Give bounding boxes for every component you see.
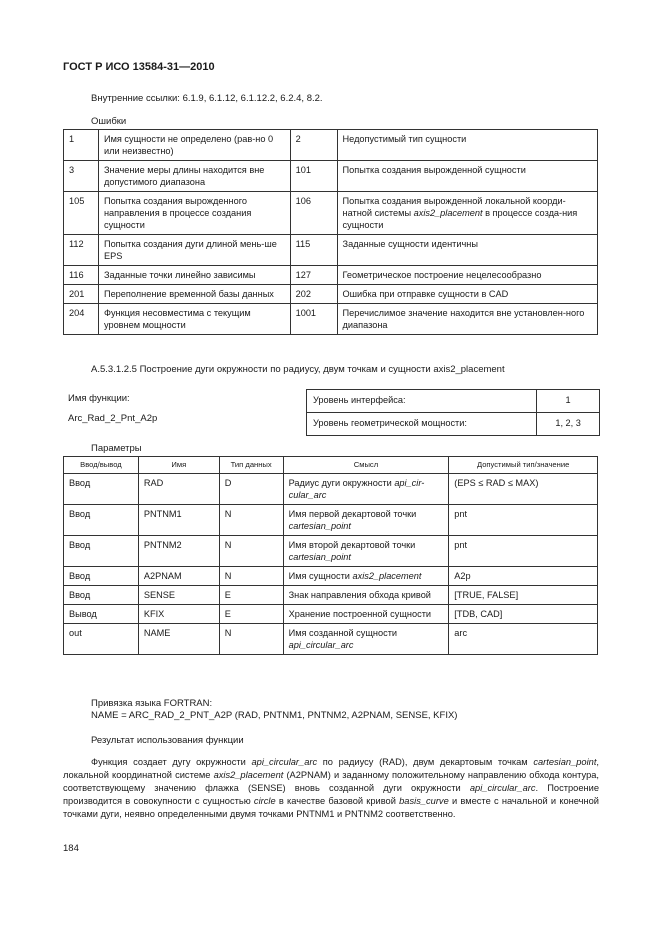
error-code: 115 [290,235,337,266]
italic-term: api_circular_arc [288,639,354,650]
param-row [64,623,598,654]
param-name: NAME [138,623,219,654]
italic-term: cartesian_point [288,551,351,562]
parameters-table [63,456,598,655]
error-text: Перечислимое значение находится вне установлен-ного диапазона [337,304,597,335]
param-io: Ввод [64,585,139,604]
param-row [64,473,598,504]
params-column-header: Имя [138,457,219,474]
italic-term: api_circular_arc [469,783,536,793]
fortran-label: Привязка языка FORTRAN: [91,698,213,709]
param-type: N [219,566,283,585]
error-text: Имя сущности не определено (рав-но 0 или неизвестно) [98,130,290,161]
interface-table [306,389,600,436]
param-type: N [219,504,283,535]
param-meaning: Хранение построенной сущности [283,604,449,623]
error-code: 127 [290,266,337,285]
error-row [64,285,598,304]
param-io: Вывод [64,604,139,623]
param-row [64,604,598,623]
error-code: 202 [290,285,337,304]
param-name: A2PNAM [138,566,219,585]
function-name-label: Имя функции: [68,393,130,404]
error-text: Попытка создания вырожденного направления в процессе создания сущности [98,192,290,235]
param-meaning: Знак направления обхода кривой [283,585,449,604]
result-paragraph: Функция создает дугу окружности api_circular_arc по радиусу (RAD), двум декартовым точкам cartesian_point, локальной координатной системе axis2_placement (A2PNAM) и заданному положительному направлению обхода контура, соответствующему значению флажка (SENSE) вновь созданной дуги окружности api_circular_arc. Построение производится в совокупности с сущностью circle в качестве базовой кривой basis_curve и вместе с начальной и конечной точками дуги, неявно определенными двумя точками PNTNM1 и PNTNM2 соответственно. [63,757,600,819]
interface-value: 1, 2, 3 [537,412,600,435]
param-meaning: Имя второй декартовой точки cartesian_point [283,535,449,566]
error-text: Значение меры длины находится вне допустимого диапазона [98,161,290,192]
interface-value: 1 [537,390,600,413]
param-meaning: Имя первой декартовой точки cartesian_point [283,504,449,535]
param-allowed: [TDB, CAD] [449,604,598,623]
error-code: 2 [290,130,337,161]
param-meaning: Радиус дуги окружности api_cir-cular_arc [283,473,449,504]
param-name: RAD [138,473,219,504]
error-row [64,304,598,335]
param-io: Ввод [64,504,139,535]
param-allowed: (EPS ≤ RAD ≤ MAX) [449,473,598,504]
error-code: 106 [290,192,337,235]
error-text: Функция несовместима с текущим уровнем мощности [98,304,290,335]
param-allowed: pnt [449,535,598,566]
function-name: Arc_Rad_2_Pnt_A2p [68,413,158,424]
italic-term: axis2_placement [413,208,483,218]
params-column-header: Тип данных [219,457,283,474]
error-text: Заданные сущности идентичны [337,235,597,266]
params-column-header: Допустимый тип/значение [449,457,598,474]
param-row [64,585,598,604]
errors-caption: Ошибки [91,116,127,127]
param-type: D [219,473,283,504]
param-io: Ввод [64,566,139,585]
italic-term: api_circular_arc [251,757,318,767]
parameters-caption: Параметры [91,443,142,454]
italic-term: cartesian_point [288,520,351,531]
error-code: 101 [290,161,337,192]
error-row [64,161,598,192]
param-allowed: A2p [449,566,598,585]
error-row [64,192,598,235]
error-code: 3 [64,161,99,192]
error-text: Ошибка при отправке сущности в CAD [337,285,597,304]
param-row [64,566,598,585]
italic-term: circle [253,796,276,806]
param-type: N [219,623,283,654]
internal-references: Внутренние ссылки: 6.1.9, 6.1.12, 6.1.12.2, 6.2.4, 8.2. [91,93,323,104]
error-text: Геометрическое построение нецелесообразно [337,266,597,285]
param-allowed: arc [449,623,598,654]
param-row [64,535,598,566]
error-code: 116 [64,266,99,285]
error-text: Переполнение временной базы данных [98,285,290,304]
fortran-code: NAME = ARC_RAD_2_PNT_A2P (RAD, PNTNM1, PNTNM2, A2PNAM, SENSE, KFIX) [91,710,458,721]
error-text: Попытка создания дуги длиной мень-ше EPS [98,235,290,266]
param-name: KFIX [138,604,219,623]
param-io: Ввод [64,473,139,504]
param-name: PNTNM1 [138,504,219,535]
italic-term: api_cir-cular_arc [288,477,425,500]
interface-label: Уровень интерфейса: [307,390,537,413]
param-io: Ввод [64,535,139,566]
param-type: E [219,585,283,604]
page-number: 184 [63,843,79,854]
error-text: Попытка создания вырожденной сущности [337,161,597,192]
error-text: Недопустимый тип сущности [337,130,597,161]
italic-term: axis2_placement [213,770,284,780]
error-text: Заданные точки линейно зависимы [98,266,290,285]
error-code: 1 [64,130,99,161]
errors-table [63,129,598,335]
param-meaning: Имя сущности axis2_placement [283,566,449,585]
params-column-header: Смысл [283,457,449,474]
param-meaning: Имя созданной сущности api_circular_arc [283,623,449,654]
error-code: 105 [64,192,99,235]
params-column-header: Ввод/вывод [64,457,139,474]
interface-row [307,412,600,435]
param-name: SENSE [138,585,219,604]
param-io: out [64,623,139,654]
italic-term: basis_curve [399,796,449,806]
interface-row [307,390,600,413]
error-row [64,266,598,285]
result-label: Результат использования функции [91,735,244,746]
param-allowed: pnt [449,504,598,535]
error-code: 1001 [290,304,337,335]
italic-term: axis2_placement [352,570,422,581]
param-allowed: [TRUE, FALSE] [449,585,598,604]
error-code: 204 [64,304,99,335]
italic-term: cartesian_point [533,757,597,767]
param-type: E [219,604,283,623]
interface-label: Уровень геометрической мощности: [307,412,537,435]
error-row [64,235,598,266]
param-row [64,504,598,535]
document-header: ГОСТ Р ИСО 13584-31—2010 [63,61,215,73]
section-title: А.5.3.1.2.5 Построение дуги окружности по радиусу, двум точкам и сущности axis2_placement [91,364,505,375]
error-code: 201 [64,285,99,304]
param-type: N [219,535,283,566]
param-name: PNTNM2 [138,535,219,566]
error-code: 112 [64,235,99,266]
error-row [64,130,598,161]
error-text: Попытка создания вырожденной локальной коорди-натной системы axis2_placement в процессе созда-ния сущности [337,192,597,235]
